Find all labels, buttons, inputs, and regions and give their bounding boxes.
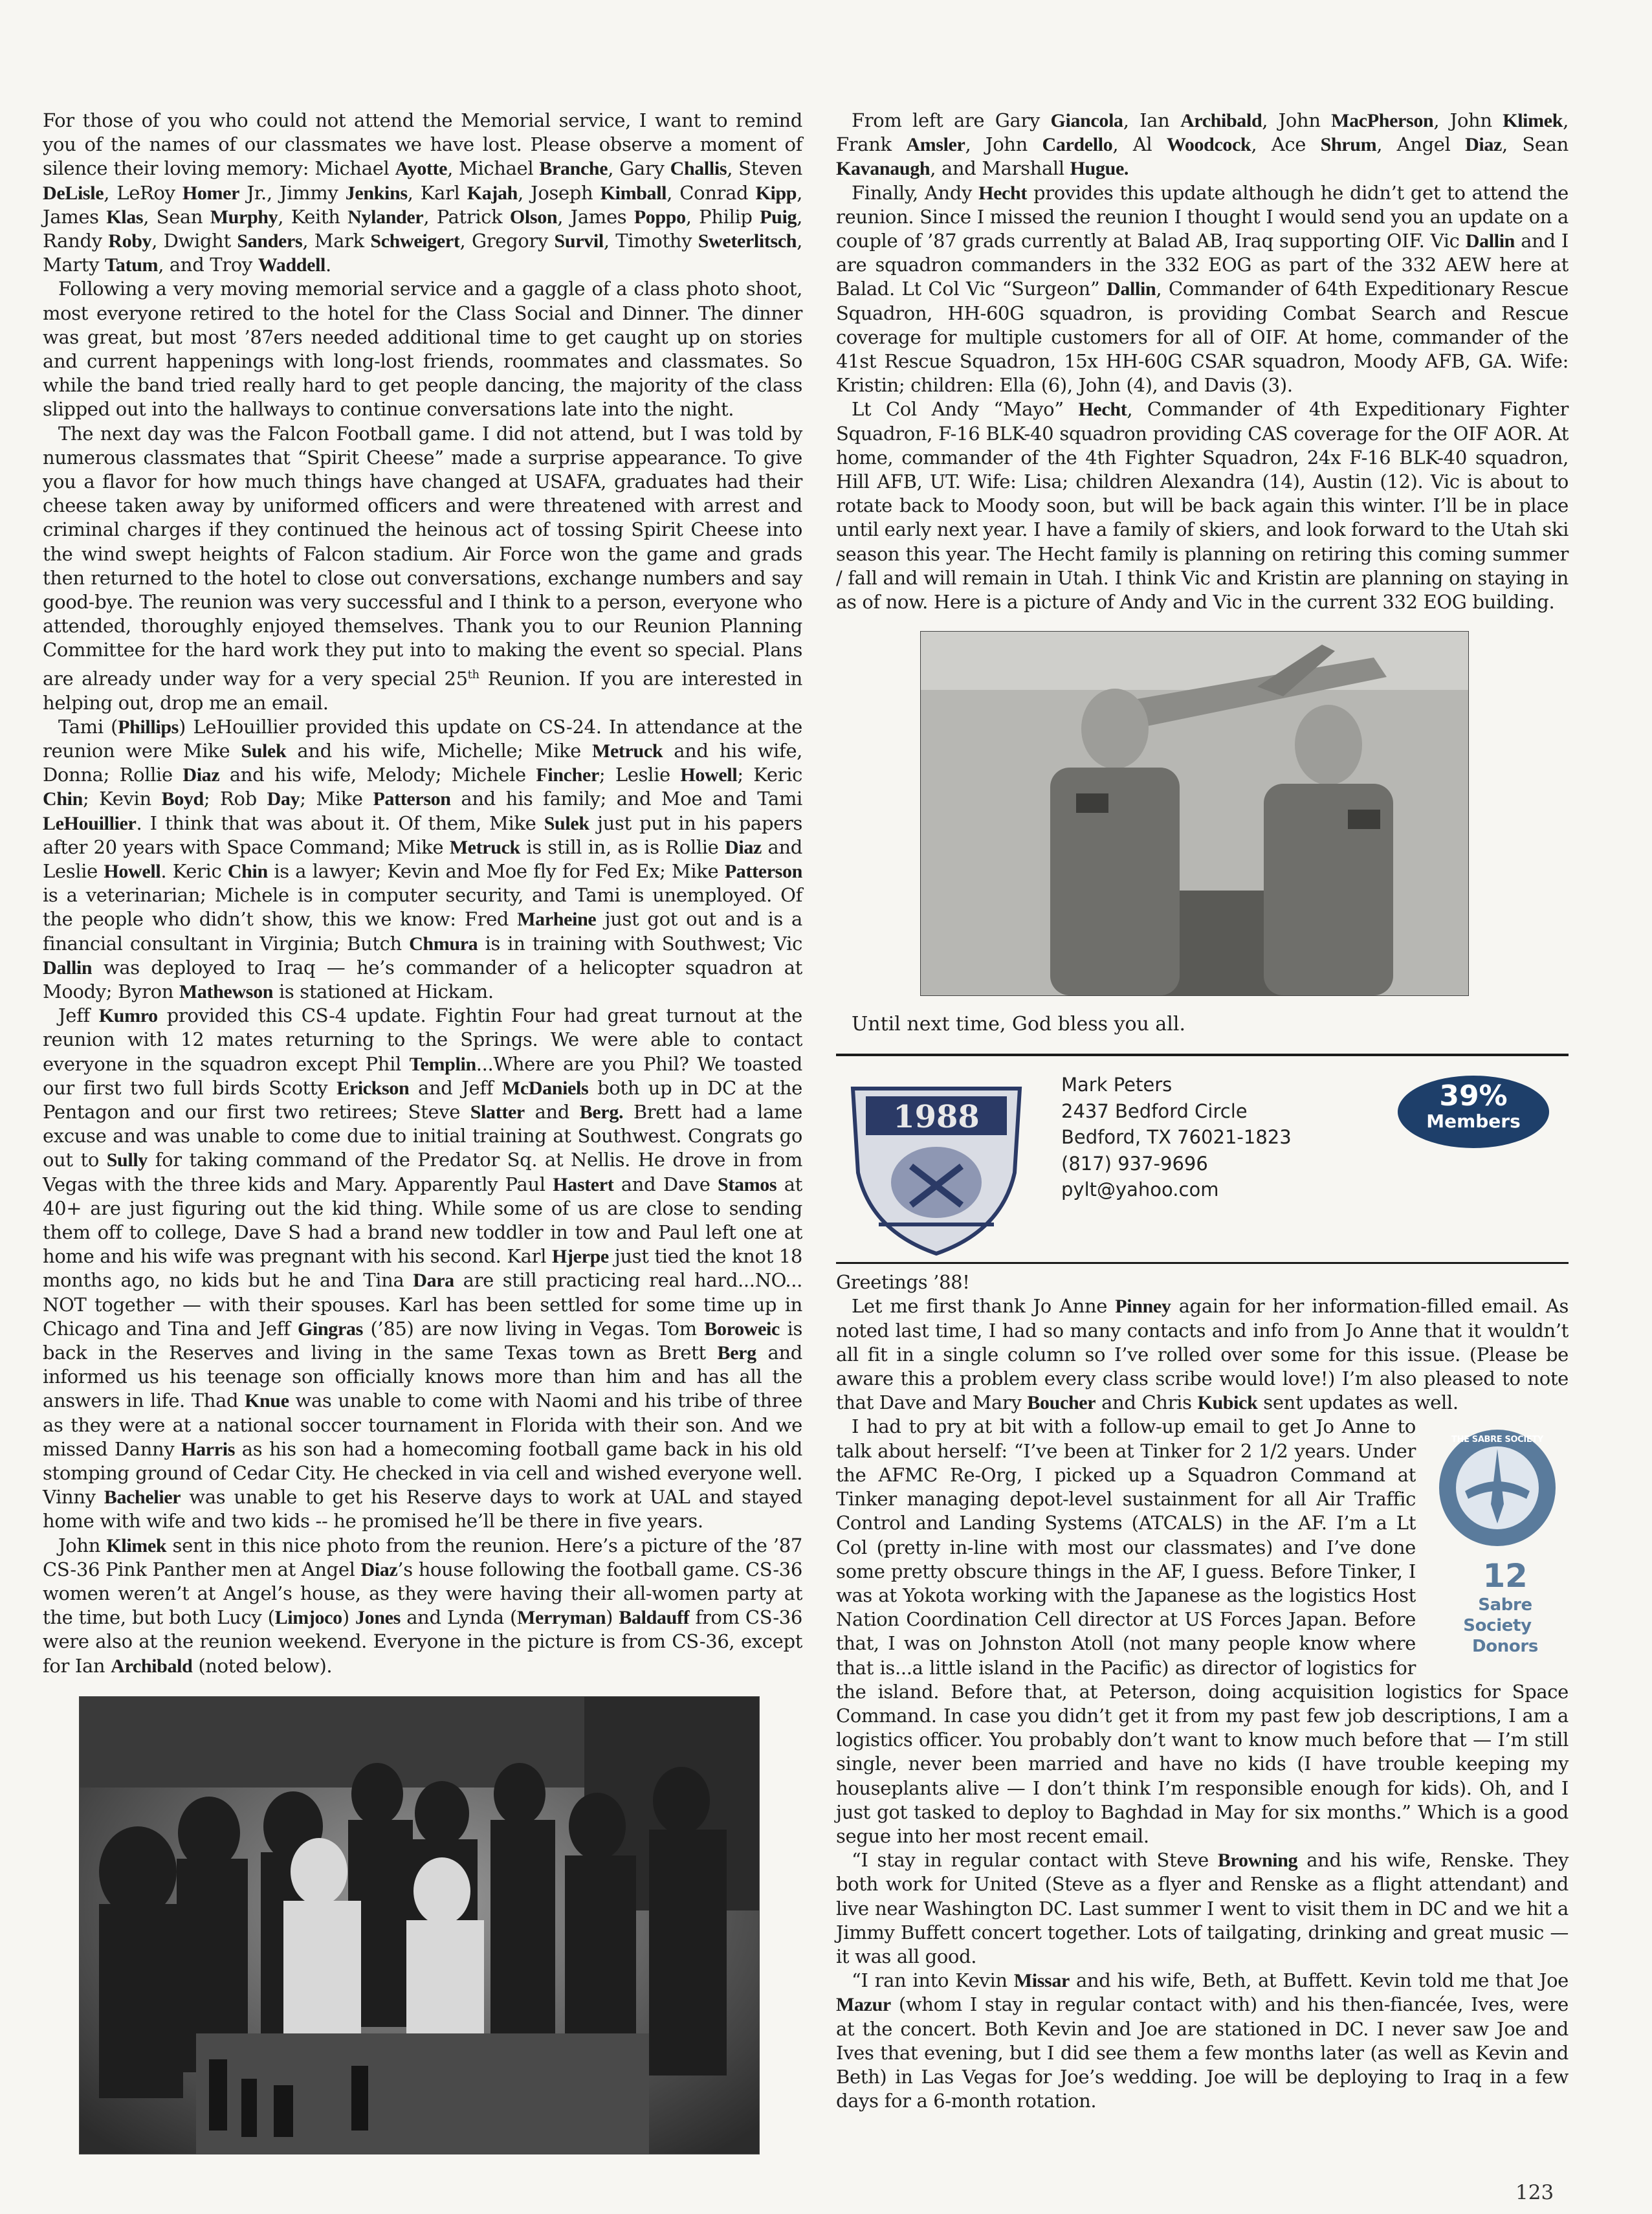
bold-name: Mazur <box>836 1994 891 2016</box>
left-paragraph: Jeff Kumro provided this CS-4 update. Fightin Four had great turnout at the reunion with 12 mates returning to the Springs. We were able to contact everyone in the squadron except Phil Templin...Where are you Phil? We toasted our first two full birds Scotty Erickson and Jeff McDaniels both up in DC at the Pentagon and our first two retirees; Steve Slatter and Berg. Brett had a lame excuse and was unable to come due to initial training at Southwest. Congrats go out to Sully for taking command of the Predator Sq. at Nellis. He drove in from Vegas with the three kids and Mary. Apparently Paul Hastert and Dave Stamos at 40+ are just figuring out the kid thing. While some of us are close to sending them off to college, Dave S had a brand new toddler in tow and Paul left one at home and his wife was pregnant with his second. Karl Hjerpe just tied the knot 18 months ago, no kids but he and Tina Dara are still practicing real hard...NO... NOT together — with their spouses. Karl has been settled for some time up in Chicago and Tina and Jeff Gingras (’85) are now living in Vegas. Tom Boroweic is back in the Reserves and living in the same Texas town as Brett Berg and informed us his teenage son officially knows more than him and has all the answers in life. Thad Knue was unable to come with Naomi and his tribe of three as they were at a national soccer tournament in Florida with their son. And we missed Danny Harris as his son had a homecoming football game back in his old stomping ground of Cedar City. He checked in via cell and wished everyone well. Vinny Bachelier was unable to get his Reserve days to work at UAL and stayed home with wife and two kids -- he promised he’ll be there in five years. <box>43 1004 803 1533</box>
left-column <box>43 109 802 2154</box>
scribe-name: Mark Peters <box>1061 1074 1173 1096</box>
bold-name: Berg <box>717 1342 756 1364</box>
bold-name: Poppo <box>633 206 686 228</box>
bold-name: Bachelier <box>104 1487 181 1509</box>
right-top-paragraph: Finally, Andy Hecht provides this update although he didn’t get to attend the reunion. Since I missed the reunion I thought I would send you an update on a couple of ’87 grads currently at Balad AB, Iraq supporting OIF. Vic Dallin and I are squadron commanders in the 332 EOG as part of the 332 AEW here at Balad. Lt Col Vic “Surgeon” Dallin, Commander of 64th Expeditionary Rescue Squadron, HH-60G squadron, is providing Combat Search and Rescue coverage for multiple customers for all of OIF. At home, commander of the 41st Rescue Squadron, 15x HH-60G CSAR squadron, Moody AFB, GA. Wife: Kristin; children: Ella (6), John (4), and Davis (3). <box>836 181 1569 397</box>
bold-name: Schweigert <box>370 230 460 252</box>
crest-year: 1988 <box>893 1099 980 1136</box>
bold-name: Jenkins <box>345 182 408 204</box>
class-1988-crest-icon <box>840 1069 1033 1257</box>
bold-name: Murphy <box>210 206 278 228</box>
bold-name: Hecht <box>1078 399 1127 421</box>
right-top-paragraph: From left are Gary Giancola, Ian Archibald, John MacPherson, John Klimek, Frank Amsler, John Cardello, Al Woodcock, Ace Shrum, Angel Diaz, Sean Kavanaugh, and Marshall Hugue. <box>836 109 1569 180</box>
bold-name: Chin <box>43 788 83 810</box>
bold-name: Metruck <box>591 740 663 762</box>
bold-name: Woodcock <box>1166 134 1251 156</box>
bold-name: Klimek <box>1503 110 1563 131</box>
scribe-address-line1: 2437 Bedford Circle <box>1061 1100 1248 1122</box>
section-divider-bottom <box>836 1262 1569 1264</box>
bold-name: Metruck <box>449 836 520 858</box>
bold-name: Archibald <box>1180 110 1262 131</box>
bold-name: McDaniels <box>501 1077 589 1099</box>
bold-name: Harris <box>181 1438 236 1460</box>
bold-name: Hjerpe <box>552 1246 609 1268</box>
bold-name: Kavanaugh <box>836 158 931 180</box>
bold-name: Kipp <box>755 182 797 204</box>
bold-name: Challis <box>670 158 727 180</box>
right-bottom-paragraph: THE SABRE SOCIETY 12 Sabre Society Donors I had to pry at bit with a follow-up email to get Jo Anne to talk about herself: “I’ve been at Tinker for 2 1/2 years. Under the AFMC Re-Org, I picked up a Squadron Command at Tinker managing depot-level sustainment for all Air Traffic Control and Landing Systems (ATCALS) in the AF. I’m a Lt Col (pretty in-line with most our classmates) and I’ve done some pretty obscure things in the AF, I guess. Before Tinker, I was at Yokota working with the Japanese as the logistics Host Nation Coordination Cell director at US Forces Japan. Before that, I was on Johnston Atoll (not many people know where that is...a little island in the Pacific) as director of logistics for the island. Before that, at Peterson, doing acquisition logistics for Space Command. In case you didn’t get it from my past few job descriptions, I am a logistics officer. You probably don’t want to know much before that — I’m still single, never been married and have no kids (I have trouble keeping my houseplants alive — I don’t think I’m responsible enough for kids). Oh, and I just got tasked to deploy to Baghdad in May for six months.” Which is a good segue into her most recent email. <box>836 1415 1569 1847</box>
bold-name: DeLisle <box>43 182 104 204</box>
bold-name: Shrum <box>1320 134 1377 156</box>
bold-name: Roby <box>108 230 152 252</box>
sabre-seal-text: THE SABRE SOCIETY <box>1451 1435 1543 1445</box>
bold-name: Homer <box>182 182 240 204</box>
left-paragraph: Tami (Phillips) LeHouillier provided this update on CS-24. In attendance at the reunion were Mike Sulek and his wife, Michelle; Mike Metruck and his wife, Donna; Rollie Diaz and his wife, Melody; Michele Fincher; Leslie Howell; Keric Chin; Kevin Boyd; Rob Day; Mike Patterson and his family; and Moe and Tami LeHouillier. I think that was about it. Of them, Mike Sulek just put in his papers after 20 years with Space Command; Mike Metruck is still in, as is Rollie Diaz and Leslie Howell. Keric Chin is a lawyer; Kevin and Moe fly for Fed Ex; Mike Patterson is a veterinarian; Michele is in computer security, and Tami is unemployed. Of the people who didn’t show, this we know: Fred Marheine just got out and is a financial consultant in Virginia; Butch Chmura is in training with Southwest; Vic Dallin was deployed to Iraq — he’s commander of a helicopter squadron at Moody; Byron Mathewson is stationed at Hickam. <box>43 715 802 1002</box>
sabre-label-1: Sabre Society <box>1463 1595 1532 1636</box>
bold-name: Sweterlitsch <box>698 230 797 252</box>
members-label: Members <box>1426 1111 1521 1133</box>
class-1988-header <box>836 1056 1569 1262</box>
left-text <box>43 109 802 1678</box>
bold-name: Amsler <box>906 134 965 156</box>
bold-name: Kimball <box>600 182 667 204</box>
sabre-label-2: Donors <box>1471 1637 1538 1657</box>
scribe-address-line2: Bedford, TX 76021-1823 <box>1061 1126 1292 1149</box>
bold-name: Tatum <box>105 254 159 276</box>
bold-name: Fincher <box>536 764 599 786</box>
bold-name: Chin <box>227 860 268 882</box>
right-bottom-paragraph: Let me first thank Jo Anne Pinney again for her information-filled email. As noted last time, I had so many contacts and info from Jo Anne that it wouldn’t all fit in a single column so I’ve rolled over some for this issue. (Please be aware this a problem every class scribe would love!) I’m also pleased to note that Dave and Mary Boucher and Chris Kubick sent updates as well. <box>836 1295 1569 1414</box>
members-percent: 39% <box>1439 1079 1508 1113</box>
bold-name: Gingras <box>298 1318 363 1340</box>
right-text-bottom <box>836 1270 1569 2113</box>
bold-name: Dara <box>413 1270 454 1292</box>
scribe-phone: (817) 937-9696 <box>1061 1152 1208 1175</box>
bold-name: Slatter <box>470 1101 525 1123</box>
bold-name: Baldauff <box>619 1607 690 1629</box>
bold-name: Olson <box>509 206 558 228</box>
bold-name: Puig <box>760 206 797 228</box>
bold-name: Sully <box>106 1149 148 1171</box>
bold-name: Kumro <box>98 1005 158 1027</box>
bold-name: Berg. <box>579 1101 624 1123</box>
bold-name: Missar <box>1013 1970 1070 1992</box>
andy-vic-photo-image <box>921 632 1468 995</box>
group-photo <box>79 1696 760 2154</box>
bold-name: Limjoco <box>274 1607 342 1629</box>
superscript: th <box>467 667 479 681</box>
bold-name: Diaz <box>725 836 762 858</box>
bold-name: Survil <box>554 230 604 252</box>
bold-name: Hastert <box>553 1173 614 1195</box>
bold-name: Knue <box>245 1390 289 1412</box>
bold-name: Dallin <box>43 957 93 979</box>
bold-name: Dallin <box>1107 278 1156 300</box>
bold-name: Day <box>267 788 300 810</box>
bold-name: Kubick <box>1197 1392 1258 1414</box>
bold-name: Browning <box>1217 1850 1298 1872</box>
bold-name: Boucher <box>1027 1392 1096 1414</box>
scribe-contact <box>1061 1072 1292 1203</box>
left-paragraph: John Klimek sent in this nice photo from the reunion. Here’s a picture of the ’87 CS-36 Pink Panther men at Angel Diaz’s house following the football game. CS-36 women weren’t at Angel’s house, as they were having their all-women party at the time, but both Lucy (Limjoco) Jones and Lynda (Merryman) Baldauff from CS-36 were also at the reunion weekend. Everyone in the picture is from CS-36, except for Ian Archibald (noted below). <box>43 1534 802 1677</box>
bold-name: Cardello <box>1042 134 1113 156</box>
bold-name: Pinney <box>1115 1296 1171 1318</box>
bold-name: Waddell <box>258 254 326 276</box>
bold-name: Ayotte <box>395 158 448 180</box>
right-text-top <box>836 109 1569 614</box>
bold-name: Diaz <box>360 1558 398 1580</box>
bold-name: Branche <box>539 158 608 180</box>
right-bottom-paragraph: “I stay in regular contact with Steve Browning and his wife, Renske. They both work for United (Steve as a flyer and Renske as a flight attendant) and live near Washington DC. Last summer I went to visit them in DC and we hit a Jimmy Buffett concert together. Lots of tailgating, drinking and great music — it was all good. <box>836 1849 1569 1967</box>
bold-name: Sulek <box>241 740 287 762</box>
bold-name: Patterson <box>373 788 451 810</box>
bold-name: Diaz <box>182 764 220 786</box>
andy-vic-photo <box>920 631 1469 996</box>
bold-name: Hecht <box>978 182 1027 204</box>
left-paragraph: The next day was the Falcon Football game. I did not attend, but I was told by numerous classmates that “Spirit Cheese” made a surprise appearance. To give you a flavor for how much things have changed at USAFA, graduates had their cheese taken away by uniformed officers and were threatened with arrest and criminal charges if they continued the heinous act of tossing Spirit Cheese into the wind swept heights of Falcon stadium. Air Force won the game and grads then returned to the hotel to close out conversations, exchange numbers and say good-bye. The reunion was very successful and I think to a person, everyone who attended, thoroughly enjoyed themselves. Thank you to our Reunion Planning Committee for the hard work they put into to making the event so special. Plans are already under way for a very special 25th Reunion. If you are interested in helping out, drop me an email. <box>43 422 802 714</box>
right-bottom-paragraph: “I ran into Kevin Missar and his wife, Beth, at Buffett. Kevin told me that Joe Mazur (whom I stay in regular contact with) and his then-fiancée, Ives, were at the concert. Both Kevin and Joe are stationed in DC. I never saw Joe and Ives that evening, but I did see them a few months later (as well as Kevin and Beth) in Las Vegas for Joe’s wedding. Joe will be deploying to Iraq in a few days for a 6-month rotation. <box>836 1969 1569 2112</box>
bold-name: Phillips <box>118 716 179 738</box>
bold-name: LeHouillier <box>43 812 137 834</box>
closing-caption: Until next time, God bless you all. <box>852 1013 1186 1036</box>
scribe-email[interactable]: pylt@yahoo.com <box>1061 1179 1219 1201</box>
bold-name: Archibald <box>111 1655 193 1677</box>
right-column <box>836 109 1569 2113</box>
bold-name: Erickson <box>336 1077 410 1099</box>
bold-name: Templin <box>409 1053 476 1075</box>
bold-name: MacPherson <box>1331 110 1434 131</box>
bold-name: Howell <box>680 764 738 786</box>
sabre-donor-count: 12 <box>1482 1557 1528 1595</box>
bold-name: Stamos <box>718 1173 777 1195</box>
bold-name: Jones <box>355 1607 401 1629</box>
left-paragraph: For those of you who could not attend the Memorial service, I want to remind you of the names of our classmates we have lost. Please observe a moment of silence their loving memory: Michael Ayotte, Michael Branche, Gary Challis, Steven DeLisle, LeRoy Homer Jr., Jimmy Jenkins, Karl Kajah, Joseph Kimball, Conrad Kipp, James Klas, Sean Murphy, Keith Nylander, Patrick Olson, James Poppo, Philip Puig, Randy Roby, Dwight Sanders, Mark Schweigert, Gregory Survil, Timothy Sweterlitsch, Marty Tatum, and Troy Waddell. <box>43 109 802 276</box>
page-number: 123 <box>1515 2181 1554 2204</box>
left-paragraph: Following a very moving memorial service and a gaggle of a class photo shoot, most everyone retired to the hotel for the Class Social and Dinner. The dinner was great, but most ’87ers needed additional time to get caught up on stories and current happenings with long-lost friends, roommates and classmates. So while the band tried really hard to get people dancing, the majority of the class slipped out into the hallways to continue conversations late into the night. <box>43 278 802 421</box>
bold-name: Nylander <box>347 206 424 228</box>
bold-name: Marheine <box>517 909 597 931</box>
bold-name: Chmura <box>409 933 478 955</box>
sabre-society-box <box>1426 1419 1569 1663</box>
bold-name: Mathewson <box>179 980 274 1002</box>
members-badge <box>1398 1076 1549 1148</box>
bold-name: Patterson <box>724 860 802 882</box>
bold-name: Giancola <box>1050 110 1123 131</box>
bold-name: Hugue. <box>1070 158 1129 180</box>
bold-name: Klimek <box>106 1534 167 1556</box>
bold-name: Diaz <box>1465 134 1502 156</box>
right-bottom-paragraph: Greetings ’88! <box>836 1271 970 1294</box>
bold-name: Dallin <box>1465 230 1515 252</box>
bold-name: Boroweic <box>704 1318 780 1340</box>
bold-name: Merryman <box>517 1607 606 1629</box>
right-top-paragraph: Lt Col Andy “Mayo” Hecht, Commander of 4th Expeditionary Fighter Squadron, F-16 BLK-40 squadron providing CAS coverage for the OIF AOR. At home, commander of the 4th Fighter Squadron, 24x F-16 BLK-40 squadron, Hill AFB, UT. Wife: Lisa; children Alexandra (14), Austin (12). Vic is about to rotate back to Moody soon, but will be back again this winter. I’ll be in place until early next year. I have a family of skiers, and look forward to the Utah ski season this year. The Hecht family is planning on retiring this coming summer / fall and will remain in Utah. I think Vic and Kristin are planning on staying in as of now. Here is a picture of Andy and Vic in the current 332 EOG building. <box>836 398 1569 614</box>
group-photo-image <box>80 1697 759 2154</box>
bold-name: Sulek <box>544 812 589 834</box>
bold-name: Boyd <box>161 788 204 810</box>
bold-name: Sanders <box>237 230 303 252</box>
bold-name: Howell <box>104 860 161 882</box>
bold-name: Klas <box>106 206 144 228</box>
bold-name: Kajah <box>467 182 518 204</box>
sabre-society-seal-icon <box>1436 1426 1559 1549</box>
